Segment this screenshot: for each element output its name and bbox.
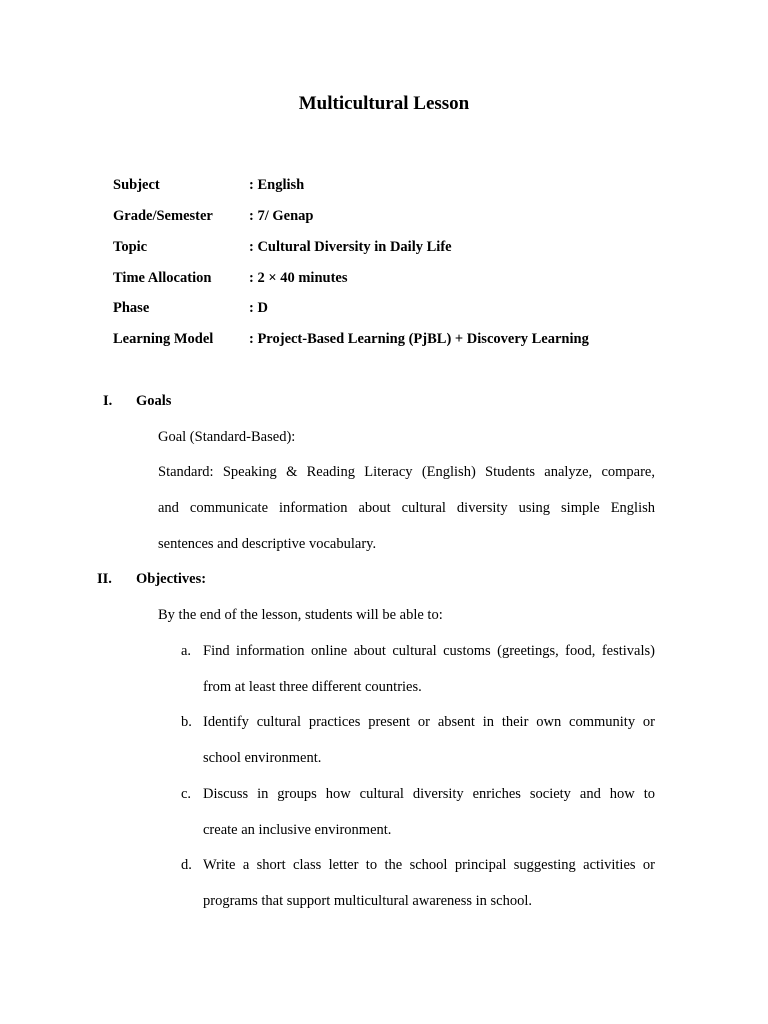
standard-line: sentences and descriptive vocabulary. (158, 536, 377, 552)
info-value: : English (249, 177, 305, 193)
info-label: Topic (113, 239, 148, 255)
standard-line: and communicate information about cultural diversity using simple English (158, 500, 655, 516)
list-marker: d. (181, 857, 192, 873)
info-label: Grade/Semester (113, 208, 213, 224)
section-number-objectives: II. (97, 571, 112, 587)
info-label: Subject (113, 177, 160, 193)
list-marker: c. (181, 786, 192, 802)
info-value: : 2 × 40 minutes (249, 270, 348, 286)
list-item-line: create an inclusive environment. (203, 822, 392, 838)
standard-line: Standard: Speaking & Reading Literacy (English) Students analyze, compare, (158, 464, 655, 480)
list-item-line: Identify cultural practices present or absent in their own community or (203, 714, 655, 730)
list-marker: b. (181, 714, 192, 730)
section-heading-objectives: Objectives: (136, 571, 207, 587)
list-item-line: programs that support multicultural awareness in school. (203, 893, 532, 909)
section-heading-goals: Goals (136, 393, 172, 409)
list-marker: a. (181, 643, 192, 659)
list-item-line: from at least three different countries. (203, 679, 422, 695)
info-value: : 7/ Genap (249, 208, 314, 224)
section-number-goals: I. (103, 393, 113, 409)
info-label: Learning Model (113, 331, 214, 347)
list-item-line: school environment. (203, 750, 322, 766)
list-item-line: Write a short class letter to the school principal suggesting activities or (203, 857, 655, 873)
document-title: Multicultural Lesson (298, 93, 470, 114)
objectives-intro: By the end of the lesson, students will be able to: (158, 607, 443, 623)
info-value: : Project-Based Learning (PjBL) + Discovery Learning (249, 331, 589, 347)
list-item-line: Discuss in groups how cultural diversity enriches society and how to (203, 786, 655, 802)
list-item-line: Find information online about cultural customs (greetings, food, festivals) (203, 643, 655, 659)
info-value: : D (249, 300, 268, 316)
goal-label: Goal (Standard-Based): (158, 429, 296, 445)
info-value: : Cultural Diversity in Daily Life (249, 239, 452, 255)
info-label: Time Allocation (113, 270, 212, 286)
info-label: Phase (113, 300, 150, 316)
